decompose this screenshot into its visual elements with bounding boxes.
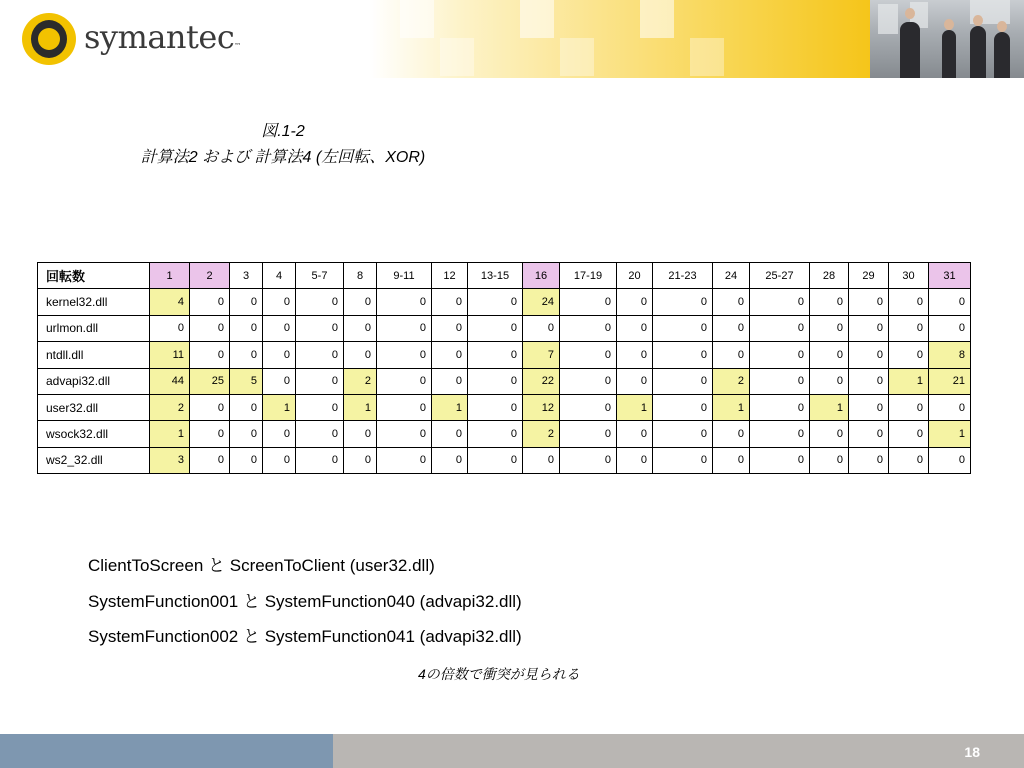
figure-caption: 計算法2 および 計算法4 (左回転、XOR) <box>140 149 426 166</box>
table-cell: 0 <box>617 421 653 447</box>
table-column-header: 17-19 <box>560 263 617 289</box>
table-cell: 0 <box>230 394 263 420</box>
figure-title <box>0 119 566 171</box>
table-cell: 0 <box>296 394 344 420</box>
table-row <box>38 289 971 315</box>
table-cell: 0 <box>929 447 971 473</box>
table-cell: 0 <box>432 368 468 394</box>
table-cell: 0 <box>653 368 713 394</box>
table-cell: 0 <box>377 368 432 394</box>
table-cell: 0 <box>617 315 653 341</box>
table-cell: 0 <box>296 315 344 341</box>
table-cell: 4 <box>150 289 190 315</box>
table-cell: 0 <box>889 315 929 341</box>
table-cell: 0 <box>849 289 889 315</box>
table-cell: 0 <box>468 368 523 394</box>
table-cell: 0 <box>750 394 810 420</box>
table-cell: 0 <box>849 447 889 473</box>
table-cell: 0 <box>713 447 750 473</box>
table-cell: 0 <box>468 447 523 473</box>
page-number: 18 <box>964 744 980 760</box>
table-cell: 0 <box>849 394 889 420</box>
table-cell: 0 <box>560 342 617 368</box>
rotation-collision-table <box>37 262 971 474</box>
table-cell: 0 <box>230 421 263 447</box>
table-cell: 0 <box>432 421 468 447</box>
dll-name-cell: user32.dll <box>38 394 150 420</box>
collision-line: ClientToScreen と ScreenToClient (user32.dll) <box>88 556 435 575</box>
slide-header <box>0 0 1024 80</box>
table-cell: 0 <box>468 289 523 315</box>
table-column-header: 29 <box>849 263 889 289</box>
table-header-row <box>38 263 971 289</box>
table-cell: 0 <box>653 315 713 341</box>
table-cell: 1 <box>889 368 929 394</box>
table-cell: 0 <box>713 421 750 447</box>
table-cell: 0 <box>296 289 344 315</box>
table-cell: 0 <box>263 447 296 473</box>
business-people-photo <box>870 0 1024 78</box>
symantec-logo-icon <box>22 13 76 65</box>
table-cell: 0 <box>468 394 523 420</box>
table-cell: 0 <box>377 394 432 420</box>
table-cell: 0 <box>230 289 263 315</box>
table-cell: 0 <box>296 368 344 394</box>
header-banner <box>370 0 870 78</box>
table-cell: 0 <box>617 368 653 394</box>
table-cell: 0 <box>296 447 344 473</box>
table-cell: 0 <box>929 315 971 341</box>
table-cell: 0 <box>377 447 432 473</box>
table-cell: 0 <box>750 368 810 394</box>
table-cell: 0 <box>263 342 296 368</box>
table-cell: 0 <box>190 394 230 420</box>
table-cell: 0 <box>432 315 468 341</box>
table-cell: 1 <box>150 421 190 447</box>
table-column-header: 21-23 <box>653 263 713 289</box>
table-cell: 0 <box>150 315 190 341</box>
table-cell: 0 <box>377 421 432 447</box>
table-cell: 0 <box>750 342 810 368</box>
collision-line: SystemFunction002 と SystemFunction041 (advapi32.dll) <box>88 627 522 646</box>
table-row <box>38 421 971 447</box>
dll-name-cell: wsock32.dll <box>38 421 150 447</box>
table-cell: 0 <box>713 342 750 368</box>
dll-name-cell: ws2_32.dll <box>38 447 150 473</box>
table-column-header: 2 <box>190 263 230 289</box>
table-cell: 1 <box>263 394 296 420</box>
table-column-header: 9-11 <box>377 263 432 289</box>
table-cell: 0 <box>560 447 617 473</box>
table-cell: 0 <box>230 447 263 473</box>
table-cell: 0 <box>617 289 653 315</box>
table-cell: 8 <box>929 342 971 368</box>
table-cell: 0 <box>263 421 296 447</box>
footer-bar-left <box>0 734 333 768</box>
table-cell: 0 <box>190 342 230 368</box>
table-cell: 24 <box>523 289 560 315</box>
collision-note: 4の倍数で衝突が見られる <box>418 666 580 682</box>
table-cell: 0 <box>344 342 377 368</box>
table-cell: 0 <box>617 447 653 473</box>
table-cell: 21 <box>929 368 971 394</box>
table-cell: 0 <box>344 315 377 341</box>
table-cell: 7 <box>523 342 560 368</box>
table-cell: 0 <box>810 315 849 341</box>
table-cell: 0 <box>653 394 713 420</box>
table-cell: 22 <box>523 368 560 394</box>
collision-list <box>88 551 522 658</box>
table-cell: 0 <box>468 421 523 447</box>
table-cell: 25 <box>190 368 230 394</box>
table-cell: 2 <box>523 421 560 447</box>
table-row <box>38 447 971 473</box>
table-column-header: 28 <box>810 263 849 289</box>
table-cell: 0 <box>849 421 889 447</box>
table-cell: 1 <box>617 394 653 420</box>
table-cell: 0 <box>560 368 617 394</box>
table-cell: 1 <box>713 394 750 420</box>
table-row <box>38 368 971 394</box>
table-cell: 0 <box>889 421 929 447</box>
table-cell: 1 <box>344 394 377 420</box>
table-cell: 0 <box>889 447 929 473</box>
table-cell: 1 <box>432 394 468 420</box>
table-cell: 0 <box>929 394 971 420</box>
table-cell: 0 <box>468 315 523 341</box>
footer-bar-right <box>333 734 1024 768</box>
table-cell: 0 <box>889 394 929 420</box>
dll-name-cell: kernel32.dll <box>38 289 150 315</box>
table-cell: 0 <box>377 289 432 315</box>
table-cell: 0 <box>653 342 713 368</box>
table-cell: 11 <box>150 342 190 368</box>
table-cell: 0 <box>810 289 849 315</box>
table-cell: 0 <box>560 421 617 447</box>
table-column-header: 1 <box>150 263 190 289</box>
table-cell: 0 <box>230 342 263 368</box>
dll-name-cell: ntdll.dll <box>38 342 150 368</box>
table-cell: 0 <box>750 289 810 315</box>
table-cell: 0 <box>849 342 889 368</box>
table-row <box>38 394 971 420</box>
table-cell: 0 <box>750 447 810 473</box>
dll-name-cell: urlmon.dll <box>38 315 150 341</box>
table-cell: 0 <box>810 342 849 368</box>
table-cell: 2 <box>150 394 190 420</box>
table-cell: 0 <box>889 289 929 315</box>
table-cell: 0 <box>653 447 713 473</box>
table-cell: 44 <box>150 368 190 394</box>
table-cell: 0 <box>263 368 296 394</box>
figure-number: 図.1-2 <box>261 123 305 140</box>
table-cell: 0 <box>296 342 344 368</box>
table-cell: 0 <box>263 289 296 315</box>
dll-name-cell: advapi32.dll <box>38 368 150 394</box>
table-cell: 0 <box>889 342 929 368</box>
table-cell: 0 <box>653 421 713 447</box>
table-cell: 0 <box>296 421 344 447</box>
table-cell: 0 <box>190 421 230 447</box>
table-cell: 0 <box>653 289 713 315</box>
table-cell: 5 <box>230 368 263 394</box>
table-cell: 0 <box>560 394 617 420</box>
table-column-header: 8 <box>344 263 377 289</box>
table-column-header: 31 <box>929 263 971 289</box>
collision-line: SystemFunction001 と SystemFunction040 (advapi32.dll) <box>88 591 522 611</box>
table-cell: 0 <box>344 421 377 447</box>
table-cell: 1 <box>810 394 849 420</box>
table-cell: 0 <box>344 447 377 473</box>
table-cell: 0 <box>560 315 617 341</box>
table-column-header: 16 <box>523 263 560 289</box>
table-cell: 0 <box>849 315 889 341</box>
table-cell: 0 <box>432 289 468 315</box>
table-column-header: 25-27 <box>750 263 810 289</box>
table-cell: 0 <box>560 289 617 315</box>
table-cell: 12 <box>523 394 560 420</box>
table-column-header: 13-15 <box>468 263 523 289</box>
table-cell: 0 <box>263 315 296 341</box>
table-cell: 0 <box>523 447 560 473</box>
table-cell: 0 <box>810 368 849 394</box>
table-column-header: 5-7 <box>296 263 344 289</box>
table-cell: 0 <box>190 289 230 315</box>
table-cell: 1 <box>929 421 971 447</box>
table-cell: 2 <box>344 368 377 394</box>
table-cell: 0 <box>377 315 432 341</box>
table-cell: 0 <box>230 315 263 341</box>
table-cell: 0 <box>190 315 230 341</box>
table-column-header: 12 <box>432 263 468 289</box>
table-row <box>38 315 971 341</box>
table-cell: 0 <box>810 421 849 447</box>
table-cell: 0 <box>713 315 750 341</box>
table-column-header: 20 <box>617 263 653 289</box>
table-row <box>38 342 971 368</box>
table-cell: 0 <box>190 447 230 473</box>
table-cell: 2 <box>713 368 750 394</box>
table-cell: 0 <box>713 289 750 315</box>
table-column-header: 4 <box>263 263 296 289</box>
table-cell: 0 <box>810 447 849 473</box>
table-cell: 0 <box>523 315 560 341</box>
table-cell: 0 <box>468 342 523 368</box>
symantec-logo-text: symantec™ <box>84 18 241 56</box>
table-column-header: 30 <box>889 263 929 289</box>
table-cell: 0 <box>929 289 971 315</box>
table-cell: 3 <box>150 447 190 473</box>
table-cell: 0 <box>377 342 432 368</box>
table-cell: 0 <box>432 447 468 473</box>
table-column-header: 24 <box>713 263 750 289</box>
table-cell: 0 <box>750 315 810 341</box>
table-corner-label: 回転数 <box>38 263 150 289</box>
table-column-header: 3 <box>230 263 263 289</box>
table-cell: 0 <box>617 342 653 368</box>
table-cell: 0 <box>344 289 377 315</box>
table-cell: 0 <box>750 421 810 447</box>
table-cell: 0 <box>849 368 889 394</box>
table-cell: 0 <box>432 342 468 368</box>
